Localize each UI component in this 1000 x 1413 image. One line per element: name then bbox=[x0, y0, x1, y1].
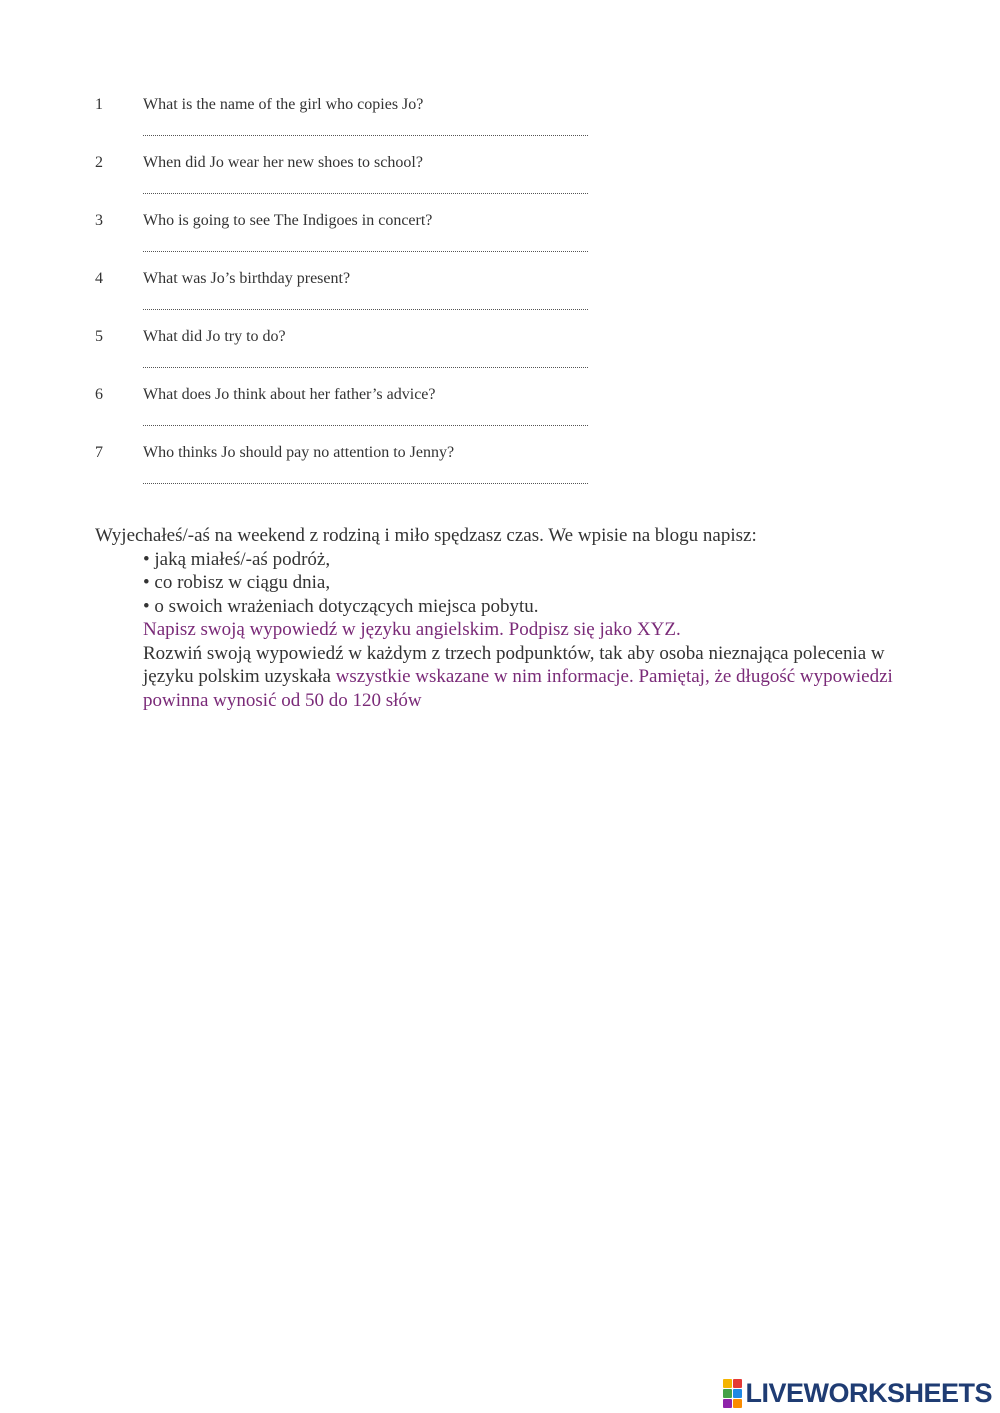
answer-line[interactable] bbox=[143, 135, 588, 136]
question-item bbox=[0, 385, 1000, 443]
question-number: 7 bbox=[95, 444, 103, 461]
task-bullet: • co robisz w ciągu dnia, bbox=[143, 572, 331, 593]
question-text: What did Jo try to do? bbox=[143, 328, 286, 345]
question-text: Who thinks Jo should pay no attention to Jenny? bbox=[143, 444, 455, 461]
logo-text: LIVEWORKSHEETS bbox=[745, 1377, 992, 1408]
task-note-part2: wszystkie wskazane w nim informacje. Pamiętaj, że długość wypowiedzi powinna wynosić od 50 do 120 słów bbox=[143, 666, 893, 711]
question-item bbox=[0, 153, 1000, 211]
answer-line[interactable] bbox=[143, 251, 588, 252]
question-item bbox=[0, 211, 1000, 269]
task-instruction: Napisz swoją wypowiedź w języku angielskim. Podpisz się jako XYZ. bbox=[143, 619, 681, 640]
question-item bbox=[0, 443, 1000, 501]
task-intro: Wyjechałeś/-aś na weekend z rodziną i miło spędzasz czas. We wpisie na blogu napisz: bbox=[95, 525, 757, 546]
question-number: 5 bbox=[95, 328, 103, 345]
question-text: What was Jo’s birthday present? bbox=[143, 270, 351, 287]
task-bullet: • jaką miałeś/-aś podróż, bbox=[143, 548, 331, 570]
question-number: 6 bbox=[95, 386, 103, 403]
question-item bbox=[0, 327, 1000, 385]
task-note bbox=[95, 642, 895, 713]
question-text: When did Jo wear her new shoes to school? bbox=[143, 154, 423, 171]
question-number: 2 bbox=[95, 154, 103, 171]
answer-line[interactable] bbox=[143, 425, 588, 426]
liveworksheets-logo bbox=[723, 1378, 992, 1408]
question-text: What does Jo think about her father’s advice? bbox=[143, 386, 436, 403]
task-note-part1: Rozwiń swoją wypowiedź w każdym z trzech podpunktów, tak aby osoba nieznająca polecenia w języku polskim uzyskała bbox=[143, 642, 885, 687]
question-number: 3 bbox=[95, 212, 103, 229]
writing-task bbox=[95, 524, 895, 712]
answer-line[interactable] bbox=[143, 483, 588, 484]
question-item bbox=[0, 269, 1000, 327]
question-text: Who is going to see The Indigoes in concert? bbox=[143, 212, 433, 229]
logo-squares-icon bbox=[723, 1379, 742, 1408]
answer-line[interactable] bbox=[143, 367, 588, 368]
question-number: 1 bbox=[95, 96, 103, 113]
question-text: What is the name of the girl who copies Jo? bbox=[143, 96, 424, 113]
answer-line[interactable] bbox=[143, 309, 588, 310]
answer-line[interactable] bbox=[143, 193, 588, 194]
task-bullet: • o swoich wrażeniach dotyczących miejsca pobytu. bbox=[143, 595, 539, 617]
question-item bbox=[0, 95, 1000, 153]
question-number: 4 bbox=[95, 270, 103, 287]
